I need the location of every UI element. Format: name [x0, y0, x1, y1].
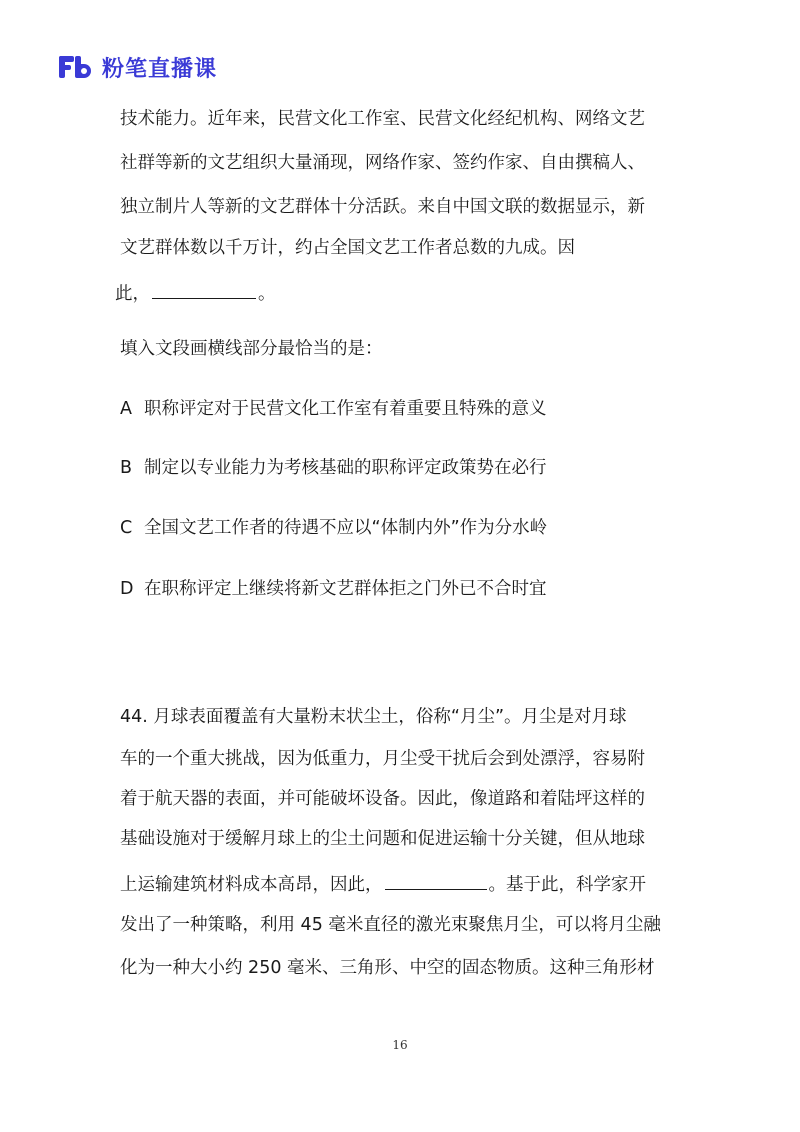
q43-option-c[interactable] — [120, 515, 547, 541]
q44-blank-prefix: 上运输建筑材料成本高昂，因此， — [120, 875, 383, 895]
brand-title: 粉笔直播课 — [102, 56, 218, 82]
q43-paragraph-line: 社群等新的文艺组织大量涌现，网络作家、签约作家、自由撰稿人、 — [120, 153, 645, 173]
option-letter: B — [120, 458, 133, 478]
q43-blank-prefix: 此， — [115, 284, 150, 304]
option-letter: C — [120, 518, 133, 538]
q43-paragraph-line: 技术能力。近年来，民营文化工作室、民营文化经纪机构、网络文艺 — [120, 109, 645, 129]
q44-line: 发出了一种策略，利用 45 毫米直径的激光束聚焦月尘，可以将月尘融 — [120, 915, 661, 935]
option-text: 在职称评定上继续将新文艺群体拒之门外已不合时宜 — [144, 579, 547, 599]
q43-option-d[interactable] — [120, 576, 547, 602]
q43-blank-suffix: 。 — [258, 284, 276, 304]
option-letter: A — [120, 399, 132, 419]
option-text: 全国文艺工作者的待遇不应以“体制内外”作为分水岭 — [144, 518, 548, 538]
page-number: 16 — [392, 1038, 408, 1052]
q43-paragraph-line: 独立制片人等新的文艺群体十分活跃。来自中国文联的数据显示，新 — [120, 197, 645, 217]
q43-option-b[interactable] — [120, 455, 547, 481]
q44-blank-line — [120, 869, 646, 898]
q43-option-a[interactable] — [120, 396, 547, 422]
q44-answer-blank — [385, 869, 487, 890]
q43-paragraph-line: 文艺群体数以千万计，约占全国文艺工作者总数的九成。因 — [120, 238, 575, 258]
q44-line: 基础设施对于缓解月球上的尘土问题和促进运输十分关键，但从地球 — [120, 829, 645, 849]
page-header — [58, 52, 217, 82]
q44-blank-suffix: 。基于此，科学家开 — [488, 875, 646, 895]
fb-logo-icon — [58, 53, 92, 81]
option-text: 职称评定对于民营文化工作室有着重要且特殊的意义 — [144, 399, 547, 419]
q43-prompt: 填入文段画横线部分最恰当的是： — [120, 339, 383, 359]
q44-line: 化为一种大小约 250 毫米、三角形、中空的固态物质。这种三角形材 — [120, 958, 655, 978]
q44-line: 44. 月球表面覆盖有大量粉末状尘土，俗称“月尘”。月尘是对月球 — [120, 707, 627, 727]
q44-line: 车的一个重大挑战，因为低重力，月尘受干扰后会到处漂浮，容易附 — [120, 749, 645, 769]
option-letter: D — [120, 579, 134, 599]
option-text: 制定以专业能力为考核基础的职称评定政策势在必行 — [144, 458, 547, 478]
q43-answer-blank — [152, 278, 256, 299]
q44-line: 着于航天器的表面，并可能破坏设备。因此，像道路和着陆坪这样的 — [120, 789, 645, 809]
q43-blank-line — [115, 278, 276, 307]
